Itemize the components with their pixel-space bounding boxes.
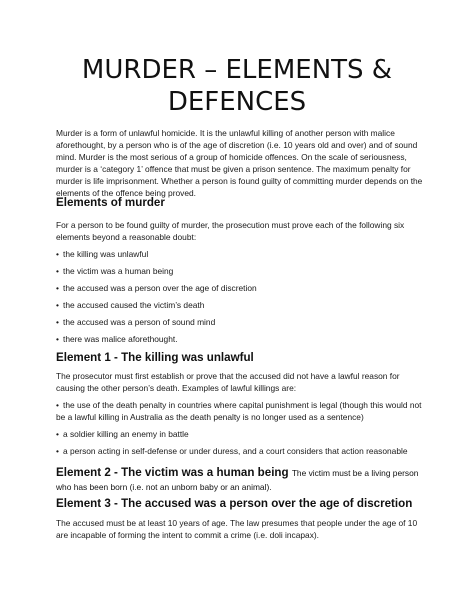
element-3-paragraph: The accused must be at least 10 years of age. The law presumes that people under the age of 10 are incapable of forming the intent to commit a crime (i.e. doli incapax). xyxy=(56,518,418,541)
bullet-icon: • xyxy=(56,300,59,310)
elements-list-item: • the victim was a human being xyxy=(56,266,174,276)
bullet-icon: • xyxy=(56,266,59,276)
elements-list-item: • the accused caused the victim’s death xyxy=(56,300,205,310)
bullet-icon: • xyxy=(56,446,59,456)
intro-paragraph: Murder is a form of unlawful homicide. It is the unlawful killing of another person with malice aforethought, by a person who is of the age of discretion (i.e. 10 years old and over) and of sound mind. Murder is the most serious of a group of homicide offences. On the scale of seriousness, murder is a ‘category 1’ offence that must be given a prison sentence. The maximum penalty for murder is life imprisonment. Whether a person is found guilty of committing murder depends on the elements of the offence being proved. xyxy=(56,128,423,199)
elements-list-item: • the accused was a person over the age of discretion xyxy=(56,283,257,293)
elements-list-item: • the killing was unlawful xyxy=(56,249,149,259)
element-1-list-item: • a soldier killing an enemy in battle xyxy=(56,429,189,439)
element-1-list-item: • a person acting in self-defense or under duress, and a court considers that action reasonable xyxy=(56,446,408,456)
elements-list-item: • the accused was a person of sound mind xyxy=(56,317,216,327)
bullet-icon: • xyxy=(56,400,59,410)
element-2-heading xyxy=(56,466,436,494)
element-1-list-item: • the use of the death penalty in countries where capital punishment is legal (though this would not be a lawful killing in Australia as the death penalty is no longer used as a sentence) xyxy=(56,400,422,423)
element-2-text: The victim must be a living person who has been born (i.e. not an unborn baby or an animal). xyxy=(56,468,419,492)
element-3-heading: Element 3 - The accused was a person over the age of discretion xyxy=(56,497,413,510)
element-1-heading: Element 1 - The killing was unlawful xyxy=(56,351,254,364)
elements-heading: Elements of murder xyxy=(56,196,165,209)
bullet-icon: • xyxy=(56,334,59,344)
bullet-icon: • xyxy=(56,283,59,293)
element-1-paragraph: The prosecutor must first establish or prove that the accused did not have a lawful reason for causing the other person’s death. Examples of lawful killings are: xyxy=(56,371,400,394)
bullet-icon: • xyxy=(56,249,59,259)
bullet-icon: • xyxy=(56,429,59,439)
page-title xyxy=(40,54,434,118)
elements-list-item: • there was malice aforethought. xyxy=(56,334,178,344)
element-2-title: Element 2 - The victim was a human being xyxy=(56,466,289,479)
elements-intro-paragraph: For a person to be found guilty of murder, the prosecution must prove each of the following six elements beyond a reasonable doubt: xyxy=(56,220,405,243)
bullet-icon: • xyxy=(56,317,59,327)
title-line-1: MURDER – ELEMENTS & xyxy=(81,55,393,85)
title-line-2: DEFENCES xyxy=(167,87,307,117)
